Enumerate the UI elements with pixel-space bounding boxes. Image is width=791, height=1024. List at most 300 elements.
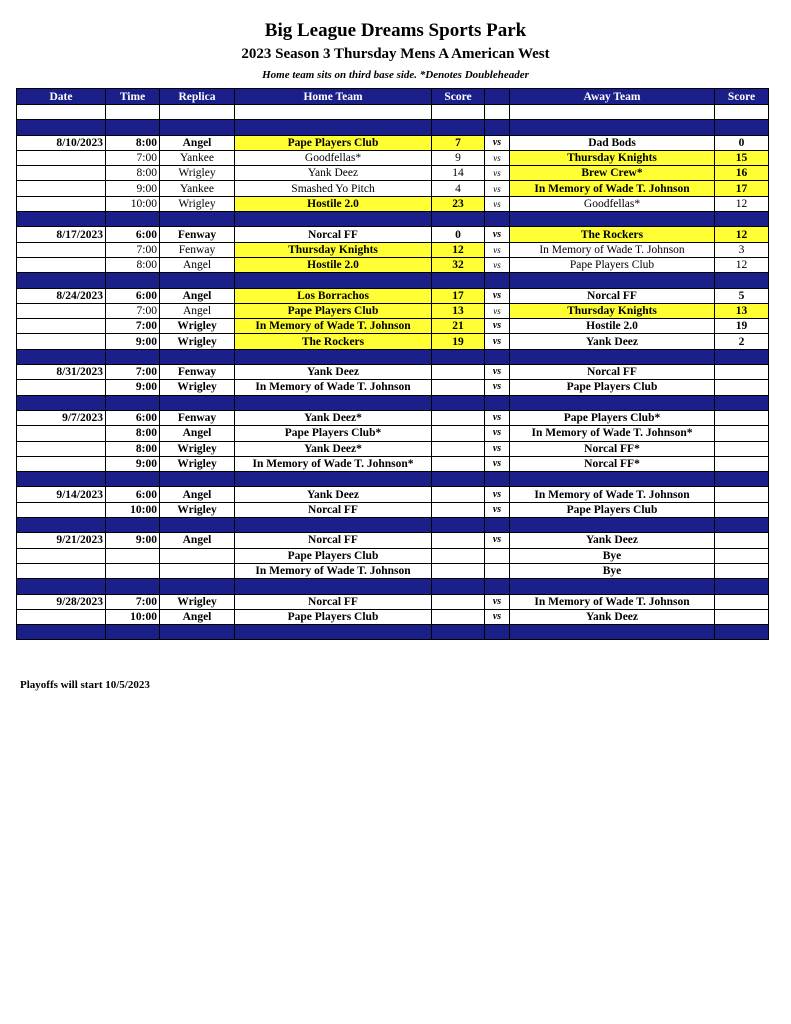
empty-cell [715, 105, 769, 120]
column-header-home-score: Score [432, 89, 485, 105]
cell-vs: vs [485, 257, 510, 272]
cell-replica: Fenway [160, 410, 235, 425]
game-row [17, 319, 769, 334]
cell-home-team: Los Borrachos [235, 288, 432, 303]
column-header-replica: Replica [160, 89, 235, 105]
cell-away-team: Yank Deez [510, 609, 715, 624]
cell-vs: vs [485, 303, 510, 318]
cell-home-score: 32 [432, 257, 485, 272]
cell-home-team: Yank Deez [235, 487, 432, 502]
cell-away-score: 16 [715, 166, 769, 181]
cell-replica: Angel [160, 135, 235, 150]
cell-away-team: Yank Deez [510, 334, 715, 349]
cell-time: 9:00 [106, 334, 160, 349]
game-row [17, 365, 769, 380]
cell-replica: Angel [160, 303, 235, 318]
cell-away-team: The Rockers [510, 227, 715, 242]
cell-away-score [715, 548, 769, 563]
cell-date [17, 380, 106, 395]
cell-date: 8/31/2023 [17, 365, 106, 380]
column-header-away-team: Away Team [510, 89, 715, 105]
cell-time: 6:00 [106, 227, 160, 242]
cell-vs: vs [485, 196, 510, 211]
empty-cell [235, 273, 432, 288]
empty-cell [715, 395, 769, 410]
game-row [17, 150, 769, 165]
empty-cell [432, 349, 485, 364]
cell-home-score [432, 533, 485, 548]
cell-away-score [715, 502, 769, 517]
empty-cell [17, 518, 106, 533]
cell-away-team: Goodfellas* [510, 196, 715, 211]
empty-cell [235, 625, 432, 640]
cell-vs: vs [485, 365, 510, 380]
empty-cell [715, 120, 769, 135]
cell-away-score: 12 [715, 257, 769, 272]
cell-date [17, 196, 106, 211]
playoffs-note: Playoffs will start 10/5/2023 [20, 679, 150, 691]
cell-date [17, 502, 106, 517]
empty-cell [106, 395, 160, 410]
cell-vs: vs [485, 410, 510, 425]
cell-away-team: Bye [510, 548, 715, 563]
empty-cell [485, 273, 510, 288]
empty-cell [510, 349, 715, 364]
cell-replica: Fenway [160, 365, 235, 380]
game-row [17, 426, 769, 441]
empty-cell [715, 518, 769, 533]
cell-away-team: Thursday Knights [510, 150, 715, 165]
empty-cell [432, 472, 485, 487]
game-row [17, 609, 769, 624]
empty-cell [485, 212, 510, 227]
cell-vs [485, 563, 510, 578]
empty-cell [432, 273, 485, 288]
game-row [17, 410, 769, 425]
empty-cell [106, 518, 160, 533]
cell-replica: Wrigley [160, 594, 235, 609]
cell-replica: Wrigley [160, 456, 235, 471]
cell-home-score: 23 [432, 196, 485, 211]
cell-home-team: Yank Deez [235, 166, 432, 181]
empty-cell [485, 120, 510, 135]
empty-cell [485, 395, 510, 410]
cell-away-score [715, 487, 769, 502]
cell-replica: Wrigley [160, 441, 235, 456]
cell-replica: Wrigley [160, 380, 235, 395]
cell-replica: Angel [160, 257, 235, 272]
cell-vs: vs [485, 227, 510, 242]
empty-cell [510, 212, 715, 227]
cell-vs: vs [485, 150, 510, 165]
cell-away-score [715, 563, 769, 578]
separator-row [17, 518, 769, 533]
cell-vs: vs [485, 594, 510, 609]
empty-cell [106, 212, 160, 227]
cell-home-team: In Memory of Wade T. Johnson [235, 319, 432, 334]
cell-home-score [432, 563, 485, 578]
cell-away-team: Norcal FF [510, 365, 715, 380]
cell-vs: vs [485, 334, 510, 349]
game-row [17, 487, 769, 502]
cell-vs: vs [485, 533, 510, 548]
cell-date: 9/14/2023 [17, 487, 106, 502]
column-header-away-score: Score [715, 89, 769, 105]
separator-row [17, 625, 769, 640]
cell-vs: vs [485, 426, 510, 441]
cell-away-team: Norcal FF* [510, 441, 715, 456]
empty-cell [432, 105, 485, 120]
separator-row [17, 120, 769, 135]
empty-cell [17, 625, 106, 640]
separator-row [17, 349, 769, 364]
cell-away-score: 5 [715, 288, 769, 303]
cell-time [106, 563, 160, 578]
empty-cell [106, 579, 160, 594]
cell-vs: vs [485, 135, 510, 150]
cell-replica: Angel [160, 609, 235, 624]
cell-away-team: Pape Players Club [510, 502, 715, 517]
cell-away-team: In Memory of Wade T. Johnson [510, 181, 715, 196]
cell-away-score: 12 [715, 196, 769, 211]
cell-away-score: 13 [715, 303, 769, 318]
empty-cell [715, 472, 769, 487]
cell-home-team: Goodfellas* [235, 150, 432, 165]
cell-time: 7:00 [106, 594, 160, 609]
separator-row [17, 395, 769, 410]
cell-home-score: 9 [432, 150, 485, 165]
cell-home-score: 21 [432, 319, 485, 334]
empty-cell [235, 579, 432, 594]
cell-replica: Angel [160, 288, 235, 303]
cell-home-score [432, 502, 485, 517]
cell-away-team: Brew Crew* [510, 166, 715, 181]
cell-home-team: Pape Players Club [235, 303, 432, 318]
cell-home-team: Hostile 2.0 [235, 196, 432, 211]
empty-cell [106, 472, 160, 487]
empty-cell [17, 395, 106, 410]
empty-cell [17, 120, 106, 135]
cell-vs: vs [485, 319, 510, 334]
empty-cell [510, 120, 715, 135]
cell-home-team: Yank Deez* [235, 410, 432, 425]
cell-home-team: In Memory of Wade T. Johnson* [235, 456, 432, 471]
empty-cell [106, 120, 160, 135]
cell-date [17, 456, 106, 471]
empty-cell [235, 212, 432, 227]
empty-cell [17, 212, 106, 227]
empty-cell [160, 579, 235, 594]
game-row [17, 548, 769, 563]
cell-date: 9/21/2023 [17, 533, 106, 548]
cell-date [17, 319, 106, 334]
cell-away-team: Bye [510, 563, 715, 578]
cell-time: 10:00 [106, 502, 160, 517]
empty-cell [17, 273, 106, 288]
cell-away-team: Hostile 2.0 [510, 319, 715, 334]
empty-cell [715, 273, 769, 288]
cell-vs: vs [485, 441, 510, 456]
cell-replica: Wrigley [160, 196, 235, 211]
cell-away-score: 2 [715, 334, 769, 349]
cell-away-score: 19 [715, 319, 769, 334]
empty-cell [235, 395, 432, 410]
game-row [17, 166, 769, 181]
empty-cell [17, 472, 106, 487]
cell-home-score [432, 594, 485, 609]
empty-cell [485, 625, 510, 640]
column-header-time: Time [106, 89, 160, 105]
empty-cell [432, 212, 485, 227]
game-row [17, 303, 769, 318]
cell-vs: vs [485, 456, 510, 471]
column-header-date: Date [17, 89, 106, 105]
cell-home-team: Thursday Knights [235, 242, 432, 257]
cell-date: 9/28/2023 [17, 594, 106, 609]
cell-time: 8:00 [106, 166, 160, 181]
cell-vs: vs [485, 242, 510, 257]
cell-home-score [432, 487, 485, 502]
cell-date [17, 150, 106, 165]
empty-cell [715, 579, 769, 594]
cell-home-team: Yank Deez* [235, 441, 432, 456]
cell-time: 7:00 [106, 150, 160, 165]
empty-cell [510, 472, 715, 487]
game-row [17, 441, 769, 456]
empty-cell [715, 625, 769, 640]
cell-away-score [715, 380, 769, 395]
cell-time: 7:00 [106, 319, 160, 334]
cell-away-team: In Memory of Wade T. Johnson [510, 487, 715, 502]
cell-replica: Wrigley [160, 319, 235, 334]
empty-cell [235, 472, 432, 487]
cell-time: 9:00 [106, 456, 160, 471]
cell-away-team: Pape Players Club [510, 380, 715, 395]
game-row [17, 257, 769, 272]
cell-home-team: Pape Players Club [235, 548, 432, 563]
cell-time: 9:00 [106, 533, 160, 548]
empty-cell [432, 120, 485, 135]
cell-home-score [432, 365, 485, 380]
empty-cell [106, 625, 160, 640]
cell-date: 9/7/2023 [17, 410, 106, 425]
cell-home-team: The Rockers [235, 334, 432, 349]
cell-date: 8/10/2023 [17, 135, 106, 150]
empty-cell [485, 349, 510, 364]
cell-date [17, 181, 106, 196]
cell-date [17, 441, 106, 456]
empty-cell [106, 105, 160, 120]
cell-away-team: Thursday Knights [510, 303, 715, 318]
game-row [17, 334, 769, 349]
empty-cell [160, 273, 235, 288]
cell-vs: vs [485, 609, 510, 624]
cell-home-score [432, 441, 485, 456]
cell-home-team: Pape Players Club* [235, 426, 432, 441]
empty-cell [715, 349, 769, 364]
cell-replica: Angel [160, 426, 235, 441]
empty-cell [235, 120, 432, 135]
cell-replica: Angel [160, 533, 235, 548]
cell-home-score: 7 [432, 135, 485, 150]
cell-home-score [432, 548, 485, 563]
separator-row [17, 273, 769, 288]
game-row [17, 594, 769, 609]
cell-home-team: Norcal FF [235, 227, 432, 242]
cell-home-team: Hostile 2.0 [235, 257, 432, 272]
empty-cell [432, 625, 485, 640]
cell-time: 10:00 [106, 609, 160, 624]
empty-cell [160, 395, 235, 410]
cell-away-score: 15 [715, 150, 769, 165]
cell-replica: Fenway [160, 227, 235, 242]
game-row [17, 227, 769, 242]
game-row [17, 288, 769, 303]
cell-home-team: Smashed Yo Pitch [235, 181, 432, 196]
header-row [17, 89, 769, 105]
separator-row [17, 472, 769, 487]
cell-home-team: Norcal FF [235, 533, 432, 548]
cell-home-team: Norcal FF [235, 594, 432, 609]
empty-cell [510, 105, 715, 120]
empty-cell [160, 472, 235, 487]
empty-cell [160, 105, 235, 120]
cell-vs: vs [485, 288, 510, 303]
cell-replica: Yankee [160, 150, 235, 165]
cell-replica: Angel [160, 487, 235, 502]
cell-date [17, 303, 106, 318]
game-row [17, 380, 769, 395]
empty-cell [485, 105, 510, 120]
cell-time: 8:00 [106, 135, 160, 150]
cell-vs [485, 548, 510, 563]
empty-cell [235, 349, 432, 364]
cell-time: 7:00 [106, 242, 160, 257]
cell-time: 6:00 [106, 288, 160, 303]
cell-home-score [432, 410, 485, 425]
cell-date [17, 548, 106, 563]
cell-vs: vs [485, 166, 510, 181]
empty-cell [160, 625, 235, 640]
cell-time: 7:00 [106, 365, 160, 380]
cell-date [17, 563, 106, 578]
game-row [17, 196, 769, 211]
empty-cell [17, 105, 106, 120]
cell-home-score [432, 456, 485, 471]
empty-cell [510, 518, 715, 533]
cell-vs: vs [485, 380, 510, 395]
game-row [17, 563, 769, 578]
cell-home-team: Yank Deez [235, 365, 432, 380]
cell-home-team: In Memory of Wade T. Johnson [235, 563, 432, 578]
empty-cell [510, 273, 715, 288]
cell-away-team: Norcal FF [510, 288, 715, 303]
blank-row [17, 105, 769, 120]
cell-away-score [715, 609, 769, 624]
cell-date [17, 609, 106, 624]
cell-away-team: Dad Bods [510, 135, 715, 150]
page-title: Big League Dreams Sports Park [264, 20, 527, 41]
empty-cell [432, 579, 485, 594]
empty-cell [432, 518, 485, 533]
cell-time: 9:00 [106, 181, 160, 196]
empty-cell [510, 579, 715, 594]
cell-time: 8:00 [106, 441, 160, 456]
cell-away-score [715, 456, 769, 471]
empty-cell [160, 349, 235, 364]
cell-vs: vs [485, 487, 510, 502]
cell-home-score [432, 426, 485, 441]
cell-replica: Wrigley [160, 166, 235, 181]
column-header-home-team: Home Team [235, 89, 432, 105]
cell-away-score: 3 [715, 242, 769, 257]
cell-away-score [715, 426, 769, 441]
empty-cell [715, 212, 769, 227]
cell-date [17, 166, 106, 181]
cell-home-team: Pape Players Club [235, 609, 432, 624]
cell-date: 8/17/2023 [17, 227, 106, 242]
cell-home-score: 12 [432, 242, 485, 257]
cell-time: 9:00 [106, 380, 160, 395]
empty-cell [485, 579, 510, 594]
schedule-note: Home team sits on third base side. *Denotes Doubleheader [262, 69, 529, 81]
empty-cell [160, 518, 235, 533]
game-row [17, 456, 769, 471]
cell-home-score: 19 [432, 334, 485, 349]
empty-cell [485, 472, 510, 487]
cell-vs: vs [485, 502, 510, 517]
cell-replica [160, 548, 235, 563]
cell-home-team: Norcal FF [235, 502, 432, 517]
cell-date [17, 257, 106, 272]
game-row [17, 135, 769, 150]
cell-date: 8/24/2023 [17, 288, 106, 303]
game-row [17, 533, 769, 548]
cell-home-score: 0 [432, 227, 485, 242]
cell-time: 6:00 [106, 410, 160, 425]
cell-home-score: 14 [432, 166, 485, 181]
cell-away-team: In Memory of Wade T. Johnson [510, 242, 715, 257]
cell-away-team: In Memory of Wade T. Johnson [510, 594, 715, 609]
empty-cell [160, 212, 235, 227]
schedule-table [16, 88, 769, 640]
empty-cell [160, 120, 235, 135]
cell-replica: Yankee [160, 181, 235, 196]
cell-time [106, 548, 160, 563]
column-header-vs [485, 89, 510, 105]
cell-date [17, 334, 106, 349]
empty-cell [17, 349, 106, 364]
schedule-body [17, 105, 769, 640]
cell-date [17, 426, 106, 441]
empty-cell [485, 518, 510, 533]
cell-time: 8:00 [106, 257, 160, 272]
empty-cell [235, 518, 432, 533]
empty-cell [106, 273, 160, 288]
cell-vs: vs [485, 181, 510, 196]
cell-home-score [432, 380, 485, 395]
cell-home-score [432, 609, 485, 624]
separator-row [17, 579, 769, 594]
cell-away-score [715, 533, 769, 548]
game-row [17, 181, 769, 196]
empty-cell [510, 395, 715, 410]
cell-time: 7:00 [106, 303, 160, 318]
cell-replica: Fenway [160, 242, 235, 257]
cell-time: 6:00 [106, 487, 160, 502]
cell-away-score [715, 594, 769, 609]
empty-cell [235, 105, 432, 120]
